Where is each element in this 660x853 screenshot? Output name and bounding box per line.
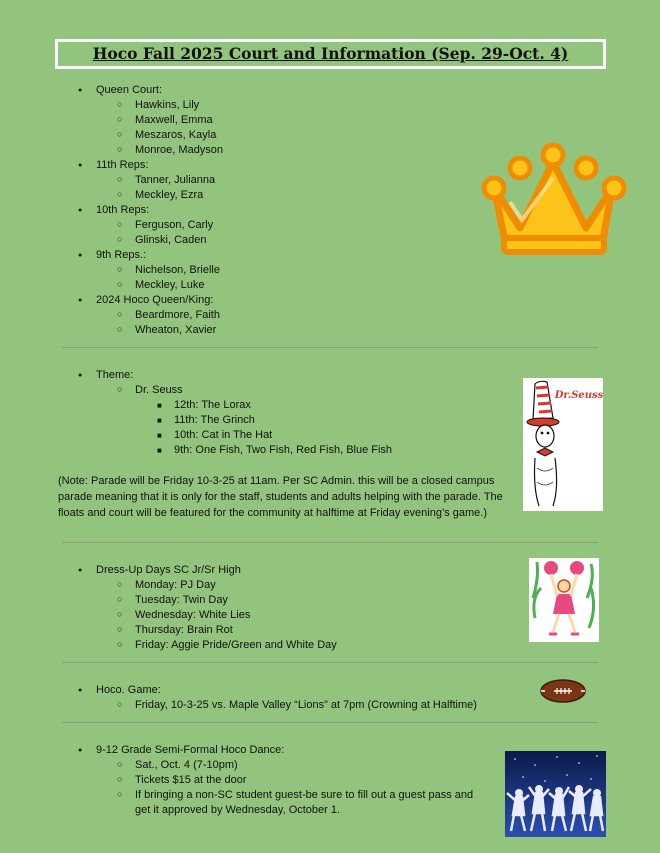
list-item: ○ Wheaton, Xavier: [135, 323, 216, 338]
list-item: ○ Tuesday: Twin Day: [135, 593, 228, 608]
theme-heading: ● Theme:: [96, 368, 133, 383]
reps9-heading: ● 9th Reps.:: [96, 248, 146, 263]
parade-note: (Note: Parade will be Friday 10-3-25 at 11am. Per SC Admin. this will be a closed campus parade meaning that it is only for the staff, students and adults helping with the parade. The floats and court will be featured for the community at halftime at Friday evening’s game.): [58, 475, 503, 519]
list-item: ○ Monday: PJ Day: [135, 578, 216, 593]
list-item: ○ Nichelson, Brielle: [135, 263, 220, 278]
list-item: ■ 12th: The Lorax: [174, 398, 251, 413]
game-detail: ○ Friday, 10-3-25 vs. Maple Valley “Lions” at 7pm (Crowning at Halftime): [135, 698, 477, 713]
page-title: Hoco Fall 2025 Court and Information (Sep. 29-Oct. 4): [92, 44, 569, 63]
list-item: ○ Tanner, Julianna: [135, 173, 215, 188]
royalty-heading: ● 2024 Hoco Queen/King:: [96, 293, 213, 308]
list-item: ○ Maxwell, Emma: [135, 113, 213, 128]
dancers-image: [505, 751, 606, 837]
divider: [62, 722, 598, 723]
list-item: ○ If bringing a non-SC student guest-be sure to fill out a guest pass and: [135, 788, 473, 803]
list-item: ○ Monroe, Madyson: [135, 143, 223, 158]
list-item: ○ Meckley, Luke: [135, 278, 205, 293]
list-item: ○ Beardmore, Faith: [135, 308, 220, 323]
list-item: ○ Wednesday: White Lies: [135, 608, 250, 623]
game-heading: ● Hoco. Game:: [96, 683, 161, 698]
theme-name: ○ Dr. Seuss: [135, 383, 183, 398]
list-item: ■ 9th: One Fish, Two Fish, Red Fish, Blue Fish: [174, 443, 392, 458]
reps11-heading: ● 11th Reps:: [96, 158, 148, 173]
list-item: ■ 11th: The Grinch: [174, 413, 255, 428]
dance-heading: ● 9-12 Grade Semi-Formal Hoco Dance:: [96, 743, 284, 758]
list-item: ○ Thursday: Brain Rot: [135, 623, 233, 638]
divider: [62, 347, 598, 348]
crown-icon: [480, 142, 628, 260]
dr-seuss-image: [523, 378, 603, 511]
list-item: ○ Hawkins, Lily: [135, 98, 199, 113]
list-item: ○ Tickets $15 at the door: [135, 773, 247, 788]
list-item: ○ Sat., Oct. 4 (7-10pm): [135, 758, 238, 773]
title-box: [55, 39, 606, 69]
divider: [62, 542, 598, 543]
seuss-logo-text: Dr.Seuss: [554, 390, 603, 401]
football-icon: [539, 678, 587, 704]
list-item-continued: get it approved by Wednesday, October 1.: [135, 804, 341, 816]
divider: [62, 662, 598, 663]
cheerleader-image: [529, 558, 599, 642]
list-item: ○ Friday: Aggie Pride/Green and White Day: [135, 638, 337, 653]
list-item: ○ Meckley, Ezra: [135, 188, 203, 203]
list-item: ○ Meszaros, Kayla: [135, 128, 216, 143]
list-item: ○ Ferguson, Carly: [135, 218, 213, 233]
list-item: ■ 10th: Cat in The Hat: [174, 428, 272, 443]
list-item: ○ Glinski, Caden: [135, 233, 207, 248]
queen-court-heading: ● Queen Court:: [96, 83, 162, 98]
dress-up-heading: ● Dress-Up Days SC Jr/Sr High: [96, 563, 241, 578]
reps10-heading: ● 10th Reps:: [96, 203, 149, 218]
